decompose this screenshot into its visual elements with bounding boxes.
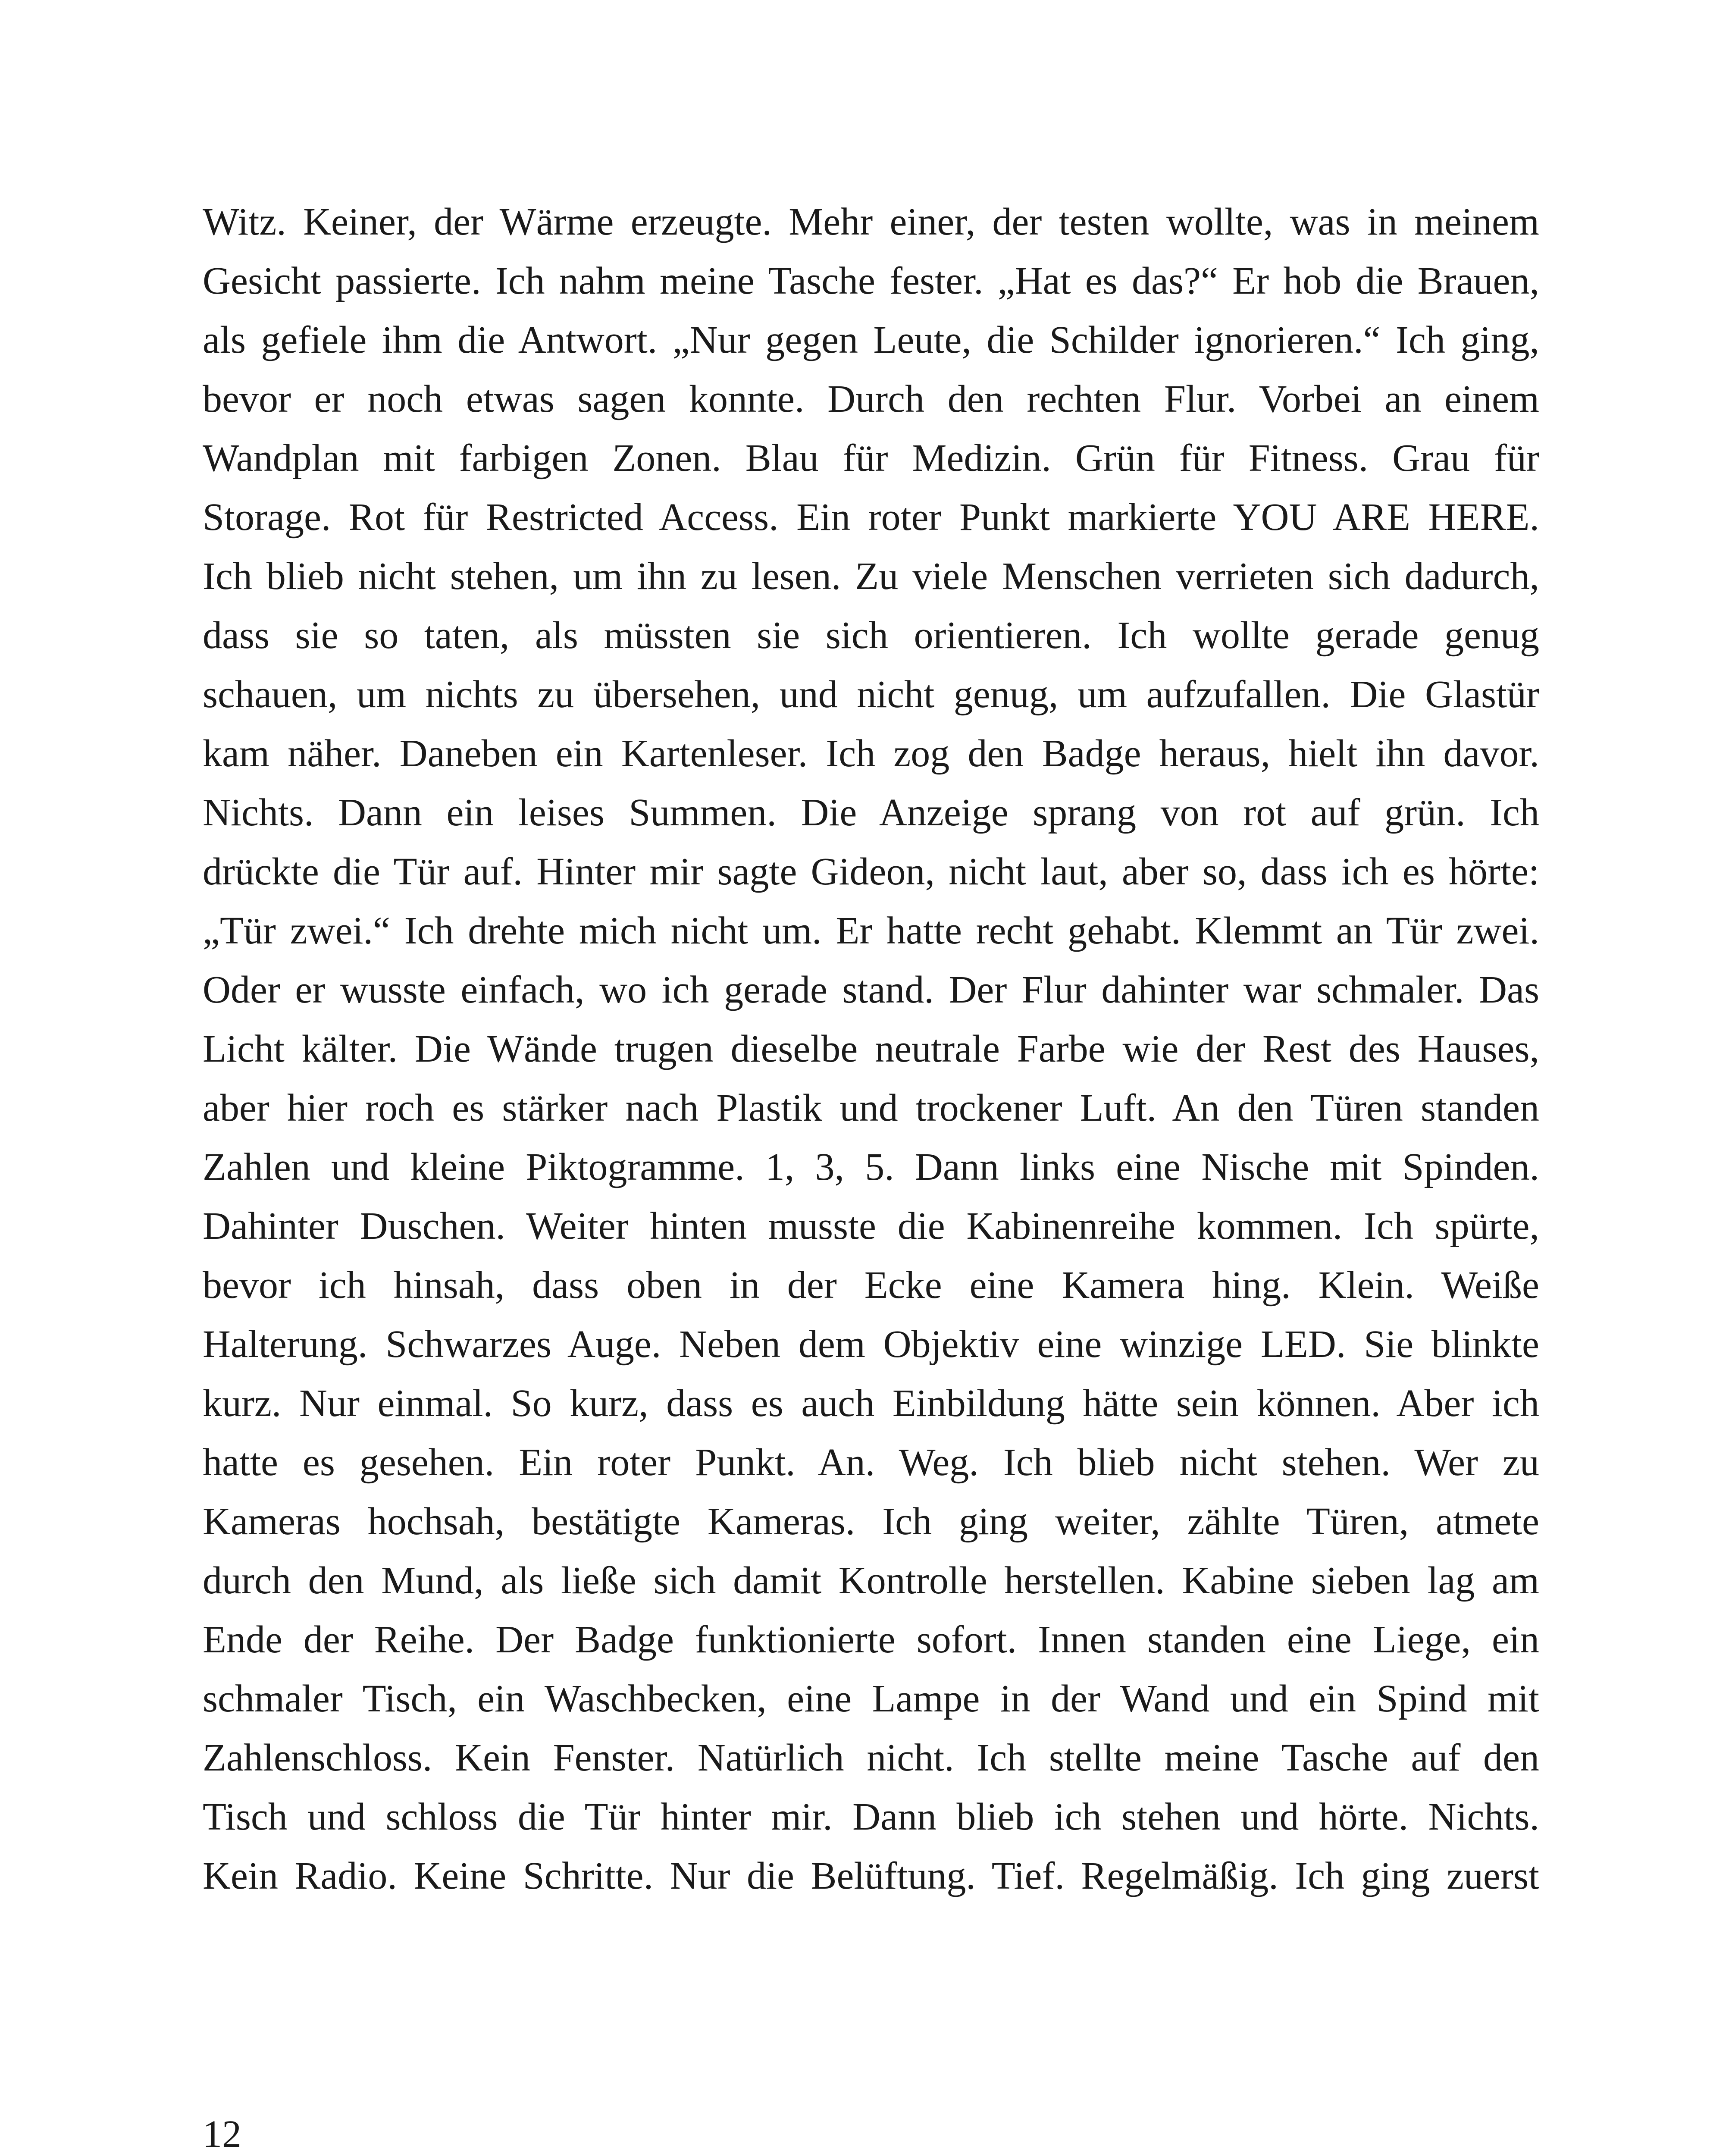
text-line: Zahlen und kleine Piktogramme. 1, 3, 5. Dann links eine Nische mit Spinden. <box>203 1146 1539 1188</box>
text-line: aber hier roch es stärker nach Plastik und trockener Luft. An den Türen standen <box>203 1087 1539 1129</box>
text-line: Dahinter Duschen. Weiter hinten musste die Kabinenreihe kommen. Ich spürte, <box>203 1205 1539 1247</box>
text-line: Zahlenschloss. Kein Fenster. Natürlich nicht. Ich stellte meine Tasche auf den <box>203 1736 1539 1779</box>
text-line: Witz. Keiner, der Wärme erzeugte. Mehr einer, der testen wollte, was in meinem <box>203 201 1539 243</box>
text-line: drückte die Tür auf. Hinter mir sagte Gideon, nicht laut, aber so, dass ich es hörte: <box>203 850 1539 893</box>
text-line: „Tür zwei.“ Ich drehte mich nicht um. Er hatte recht gehabt. Klemmt an Tür zwei. <box>203 909 1539 952</box>
text-line: Nichts. Dann ein leises Summen. Die Anzeige sprang von rot auf grün. Ich <box>203 791 1539 834</box>
text-line: Gesicht passierte. Ich nahm meine Tasche fester. „Hat es das?“ Er hob die Brauen, <box>203 260 1539 302</box>
text-line: kam näher. Daneben ein Kartenleser. Ich zog den Badge heraus, hielt ihn davor. <box>203 732 1539 775</box>
text-line: kurz. Nur einmal. So kurz, dass es auch Einbildung hätte sein können. Aber ich <box>203 1382 1539 1425</box>
text-line: Wandplan mit farbigen Zonen. Blau für Medizin. Grün für Fitness. Grau für <box>203 437 1539 479</box>
text-line: Kameras hochsah, bestätigte Kameras. Ich ging weiter, zählte Türen, atmete <box>203 1500 1539 1543</box>
text-line: Storage. Rot für Restricted Access. Ein roter Punkt markierte YOU ARE HERE. <box>203 496 1539 539</box>
text-line: als gefiele ihm die Antwort. „Nur gegen Leute, die Schilder ignorieren.“ Ich ging, <box>203 319 1539 361</box>
page-number: 12 <box>203 2113 241 2156</box>
text-line: Ende der Reihe. Der Badge funktionierte sofort. Innen standen eine Liege, ein <box>203 1618 1539 1661</box>
text-line: Tisch und schloss die Tür hinter mir. Dann blieb ich stehen und hörte. Nichts. <box>203 1796 1539 1838</box>
text-line: dass sie so taten, als müssten sie sich orientieren. Ich wollte gerade genug <box>203 614 1539 657</box>
text-line: durch den Mund, als ließe sich damit Kontrolle herstellen. Kabine sieben lag am <box>203 1559 1539 1602</box>
text-line: Halterung. Schwarzes Auge. Neben dem Objektiv eine winzige LED. Sie blinkte <box>203 1323 1539 1366</box>
text-line: schmaler Tisch, ein Waschbecken, eine Lampe in der Wand und ein Spind mit <box>203 1677 1539 1720</box>
text-line: Ich blieb nicht stehen, um ihn zu lesen. Zu viele Menschen verrieten sich dadurch, <box>203 555 1539 598</box>
text-line: Kein Radio. Keine Schritte. Nur die Belüftung. Tief. Regelmäßig. Ich ging zuerst <box>203 1855 1539 1897</box>
text-line: Licht kälter. Die Wände trugen dieselbe neutrale Farbe wie der Rest des Hauses, <box>203 1028 1539 1070</box>
text-line: Oder er wusste einfach, wo ich gerade stand. Der Flur dahinter war schmaler. Das <box>203 968 1539 1011</box>
text-line: bevor ich hinsah, dass oben in der Ecke eine Kamera hing. Klein. Weiße <box>203 1264 1539 1307</box>
text-line: hatte es gesehen. Ein roter Punkt. An. Weg. Ich blieb nicht stehen. Wer zu <box>203 1441 1539 1484</box>
body-text <box>203 192 1539 1905</box>
text-line: bevor er noch etwas sagen konnte. Durch den rechten Flur. Vorbei an einem <box>203 378 1539 420</box>
text-line: schauen, um nichts zu übersehen, und nicht genug, um aufzufallen. Die Glastür <box>203 673 1539 716</box>
